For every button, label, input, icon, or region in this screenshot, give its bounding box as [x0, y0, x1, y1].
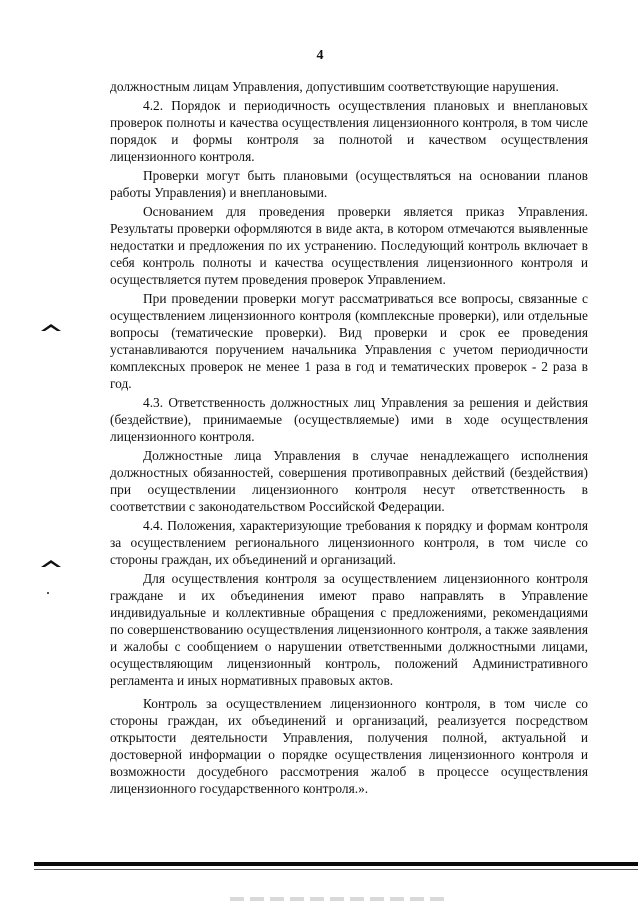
- section-heading-4-4: 4.4. Положения, характеризующие требования к порядку и формам контроля за осуществлением регионального лицензионного контроля, в том числе со стороны граждан, их объединений и организаций.: [110, 518, 588, 567]
- paragraph-control-transparency: Контроль за осуществлением лицензионного контроля, в том числе со стороны граждан, их объединений и организаций, реализуется посредством открытости деятельности Управления, получения полной, актуальной и достоверной информации о порядке осуществления лицензионного контроля и возможности досудебного рассмотрения жалоб в процессе осуществления лицензионного государственного контроля.».: [110, 696, 588, 796]
- scan-speck: [47, 592, 49, 594]
- paragraph-continuation: должностным лицам Управления, допустившим соответствующие нарушения.: [110, 79, 559, 94]
- page-number: 4: [316, 48, 324, 63]
- footer-faint-marks: [230, 897, 450, 901]
- paragraph-inspection-basis: Основанием для проведения проверки является приказ Управления. Результаты проверки оформляются в виде акта, в котором отмечаются выявленные недостатки и предложения по их устранению. Последующий контроль включает в себя контроль полноты и качества осуществления лицензионного контроля и осуществляется путем проведения проверок Управлением.: [110, 204, 588, 287]
- section-heading-4-3: 4.3. Ответственность должностных лиц Управления за решения и действия (бездействие), принимаемые (осуществляемые) ими в ходе осуществления лицензионного контроля.: [110, 395, 588, 444]
- section-heading-4-2: 4.2. Порядок и периодичность осуществления плановых и внеплановых проверок полноты и качества осуществления лицензионного контроля, в том числе порядок и формы контроля за полнотой и качеством осуществления лицензионного контроля.: [110, 98, 588, 164]
- document-body: [110, 78, 588, 799]
- paragraph-citizen-appeals: Для осуществления контроля за осуществлением лицензионного контроля граждане и их объединения имеют право направлять в Управление индивидуальные и коллективные обращения с предложениями, рекомендациями по совершенствованию осуществления лицензионного контроля, а также заявления и жалобы с сообщением о нарушении ответственными должностными лицами, осуществляющим лицензионный контроль, положений Административного регламента и иных нормативных правовых актов.: [110, 571, 588, 688]
- footer-rule-thin: [34, 869, 638, 870]
- paragraph-inspection-types: Проверки могут быть плановыми (осуществляться на основании планов работы Управления) и внеплановыми.: [110, 168, 588, 200]
- margin-caret-mark-icon: [40, 558, 62, 568]
- paragraph-official-liability: Должностные лица Управления в случае ненадлежащего исполнения должностных обязанностей, совершения противоправных действий (бездействия) при осуществлении лицензионного контроля несут ответственность в соответствии с законодательством Российской Федерации.: [110, 448, 588, 514]
- paragraph-inspection-scope: При проведении проверки могут рассматриваться все вопросы, связанные с осуществлением лицензионного контроля (комплексные проверки), или отдельные вопросы (тематические проверки). Вид проверки и срок ее проведения устанавливаются поручением начальника Управления с учетом периодичности комплексных проверок не менее 1 раза в год и тематических проверок - 2 раза в год.: [110, 291, 588, 391]
- footer-rule: [34, 862, 638, 866]
- margin-caret-mark-icon: [40, 322, 62, 332]
